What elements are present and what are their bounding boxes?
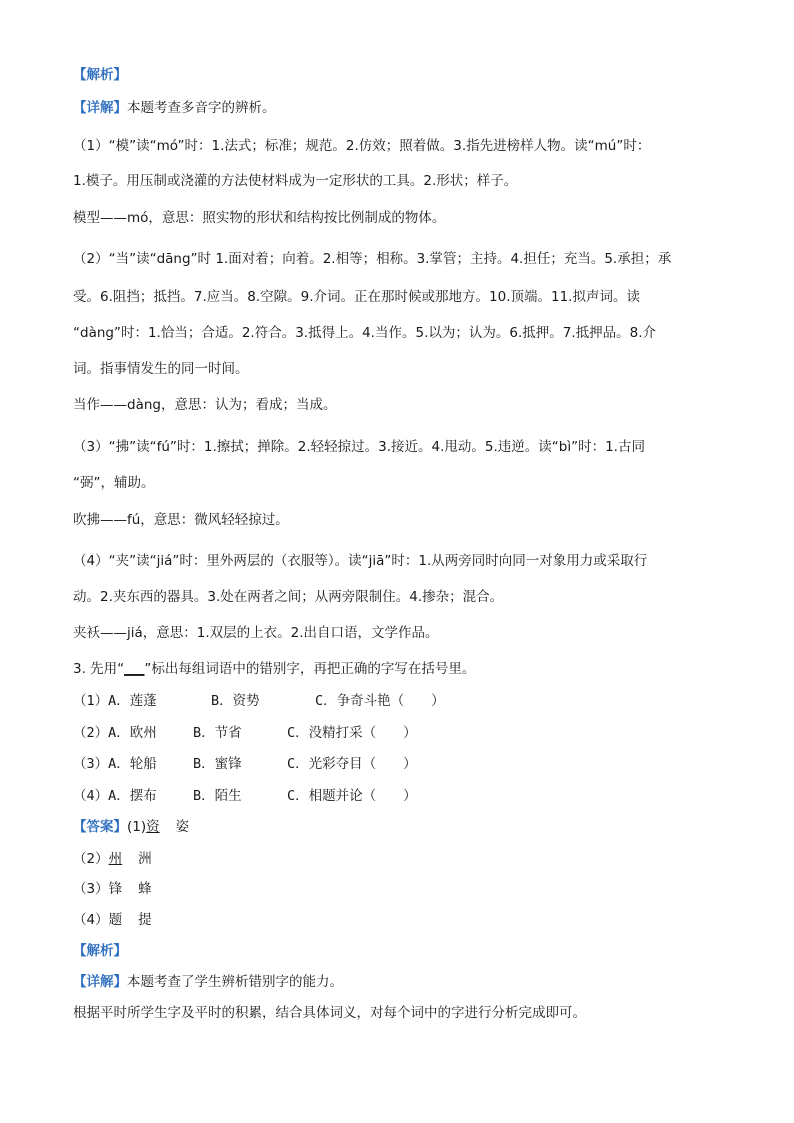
answer-row-2: （2）州 洲 xyxy=(73,851,152,867)
detail-line-1 xyxy=(73,99,276,117)
analysis-line-jiaao: 夹袄——jiá，意思：1.双层的上衣。2.出自口语，文学作品。 xyxy=(73,625,439,641)
wrong-char: 资 xyxy=(146,819,160,835)
analysis-line-fu-2: “弼”，辅助。 xyxy=(73,475,155,491)
question-3-prompt: 3. 先用“___”标出每组词语中的错别字，再把正确的字写在括号里。 xyxy=(73,661,476,677)
wrong-char: 题 xyxy=(108,912,123,928)
analysis-line-dang-3: “dàng”时：1.恰当；合适。2.符合。3.抵得上。4.当作。5.以为；认为。6.抵押。7.抵押品。8.介 xyxy=(73,325,656,341)
detail-text: 本题考查多音字的辨析。 xyxy=(127,100,276,116)
analysis-line-dang-2: 受。6.阻挡；抵挡。7.应当。8.空隙。9.介词。正在那时候或那地方。10.顶端。11.拟声词。读 xyxy=(73,289,640,305)
wrong-char: 锋 xyxy=(108,881,123,897)
analysis-line-jia-1: （4）“夹”读“jiá”时：里外两层的（衣服等）。读“jiā”时：1.从两旁同时向同一对象用力或采取行 xyxy=(73,553,648,569)
question-3-option-row-3: （3）A．轮船 B．蜜锋 C．光彩夺目（ ） xyxy=(73,756,417,772)
analysis-line-dang-4: 词。指事情发生的同一时间。 xyxy=(73,361,249,377)
question-3-option-row-1: （1）A．莲蓬 B．资势 C．争奇斗艳（ ） xyxy=(73,693,445,709)
question-3-option-row-4: （4）A．摆布 B．陌生 C．相题并论（ ） xyxy=(73,788,417,804)
detail-line-2 xyxy=(73,973,343,991)
detail-tag: 【详解】 xyxy=(73,100,127,116)
analysis-line-dangzuo: 当作——dàng，意思：认为；看成；当成。 xyxy=(73,397,337,413)
analysis-line-moxing: 模型——mó，意思：照实物的形状和结构按比例制成的物体。 xyxy=(73,210,446,226)
analysis-line-fu-1: （3）“拂”读“fú”时：1.擦拭；掸除。2.轻轻掠过。3.接近。4.甩动。5.违逆。读“bì”时：1.古同 xyxy=(73,439,645,455)
right-char: 蜂 xyxy=(138,881,152,897)
right-char: 姿 xyxy=(175,819,190,835)
analysis-heading: 【解析】 xyxy=(73,67,127,83)
right-char: 洲 xyxy=(138,851,152,867)
analysis-line-mo: （1）“模”读“mó”时：1.法式；标准；规范。2.仿效；照着做。3.指先进榜样人物。读“mú”时： xyxy=(73,138,651,154)
answer-row-1: 【答案】(1)资 姿 xyxy=(73,819,190,835)
final-line: 根据平时所学生字及平时的积累，结合具体词义，对每个词中的字进行分析完成即可。 xyxy=(73,1005,586,1021)
analysis-line-jia-2: 动。2.夹东西的器具。3.处在两者之间；从两旁限制住。4.掺杂；混合。 xyxy=(73,589,504,605)
analysis-line-chuifu: 吹拂——fú，意思：微风轻轻掠过。 xyxy=(73,512,289,528)
answer-row-4: （4）题 提 xyxy=(73,912,152,928)
right-char: 提 xyxy=(138,912,152,928)
detail-text: 本题考查了学生辨析错别字的能力。 xyxy=(127,974,343,990)
question-3-option-row-2: （2）A．欧州 B．节省 C．没精打采（ ） xyxy=(73,725,417,741)
analysis-line-mu: 1.模子。用压制或浇灌的方法使材料成为一定形状的工具。2.形状；样子。 xyxy=(73,173,518,189)
detail-tag: 【详解】 xyxy=(73,974,127,990)
answer-row-3: （3）锋 蜂 xyxy=(73,881,152,897)
analysis-line-dang-1: （2）“当”读“dāng”时 1.面对着；向着。2.相等；相称。3.掌管；主持。4.担任；充当。5.承担；承 xyxy=(73,251,672,267)
answer-tag: 【答案】 xyxy=(73,819,127,835)
analysis-heading-2: 【解析】 xyxy=(73,943,127,959)
underline-blank: ___ xyxy=(124,661,145,677)
wrong-char: 州 xyxy=(108,851,123,867)
